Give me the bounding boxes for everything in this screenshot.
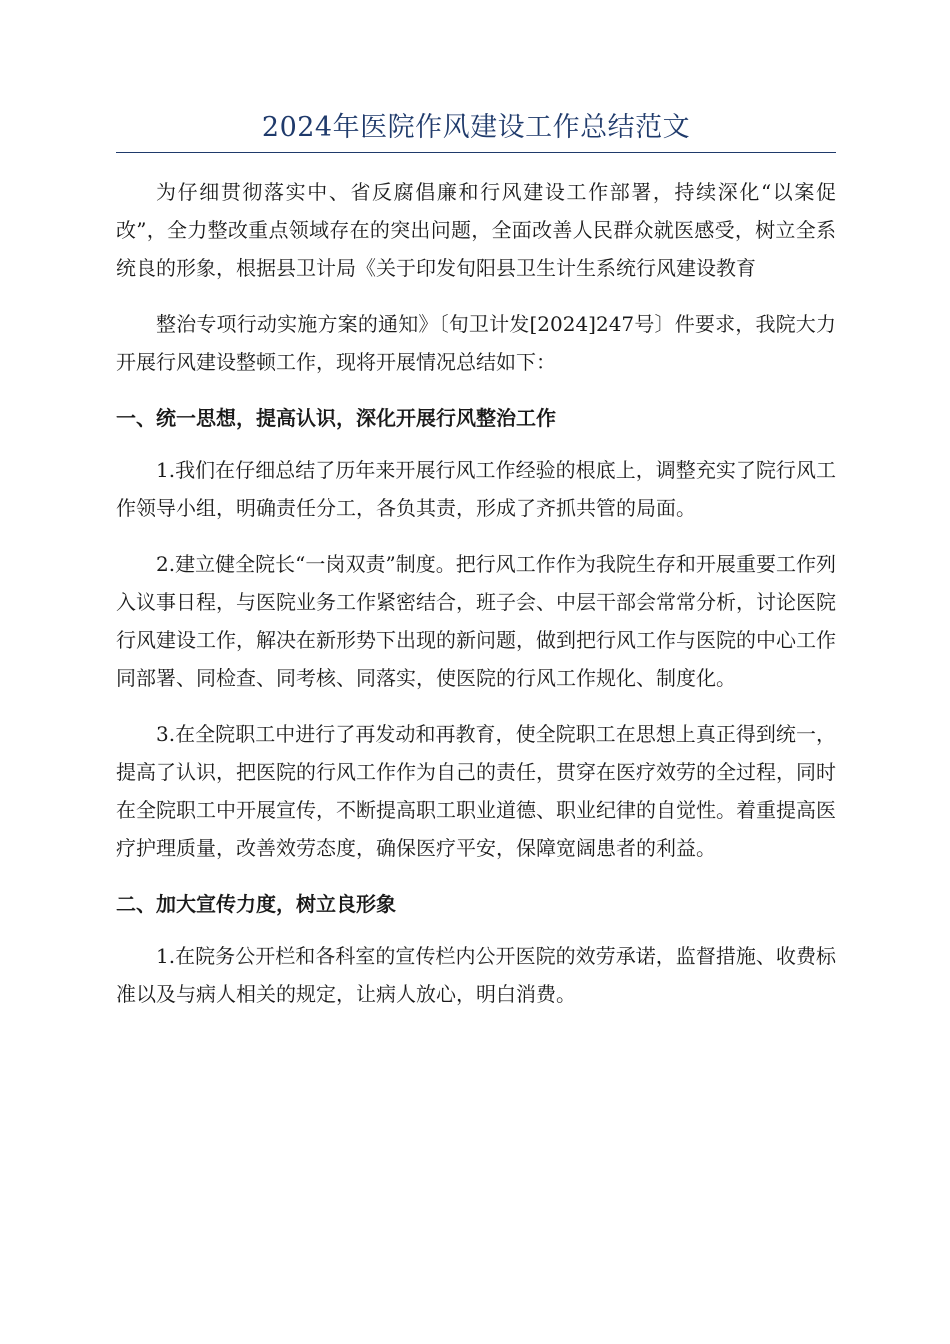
title-underline	[116, 152, 836, 153]
paragraph-1-3: 3.在全院职工中进行了再发动和再教育，使全院职工在思想上真正得到统一，提高了认识，把医院的行风工作作为自己的责任，贯穿在医疗效劳的全过程，同时在全院职工中开展宣传，不断提高职工职业道德、职业纪律的自觉性。着重提高医疗护理质量，改善效劳态度，确保医疗平安，保障宽阔患者的利益。	[116, 722, 836, 860]
paragraph-intro-1: 为仔细贯彻落实中、省反腐倡廉和行风建设工作部署，持续深化“以案促改”，全力整改重点领域存在的突出问题，全面改善人民群众就医感受，树立全系统良的形象，根据县卫计局《关于印发旬阳县卫生计生系统行风建设教育	[116, 180, 836, 280]
paragraph-2-1: 1.在院务公开栏和各科室的宣传栏内公开医院的效劳承诺，监督措施、收费标准以及与病人相关的规定，让病人放心，明白消费。	[116, 944, 836, 1006]
section-heading-2: 二、加大宣传力度，树立良形象	[116, 892, 396, 916]
paragraph-1-1: 1.我们在仔细总结了历年来开展行风工作经验的根底上，调整充实了院行风工作领导小组，明确责任分工，各负其责，形成了齐抓共管的局面。	[116, 458, 836, 520]
document-title: 2024年医院作风建设工作总结范文	[261, 112, 691, 143]
section-heading-1: 一、统一思想，提高认识，深化开展行风整治工作	[116, 406, 556, 430]
paragraph-1-2: 2.建立健全院长“一岗双责”制度。把行风工作作为我院生存和开展重要工作列入议事日程，与医院业务工作紧密结合，班子会、中层干部会常常分析，讨论医院行风建设工作，解决在新形势下出现的新问题，做到把行风工作与医院的中心工作同部署、同检查、同考核、同落实，使医院的行风工作规化、制度化。	[116, 552, 836, 690]
document-page	[116, 108, 836, 1031]
paragraph-intro-2: 整治专项行动实施方案的通知》〔旬卫计发[2024]247号〕件要求，我院大力开展行风建设整顿工作，现将开展情况总结如下：	[116, 312, 836, 374]
